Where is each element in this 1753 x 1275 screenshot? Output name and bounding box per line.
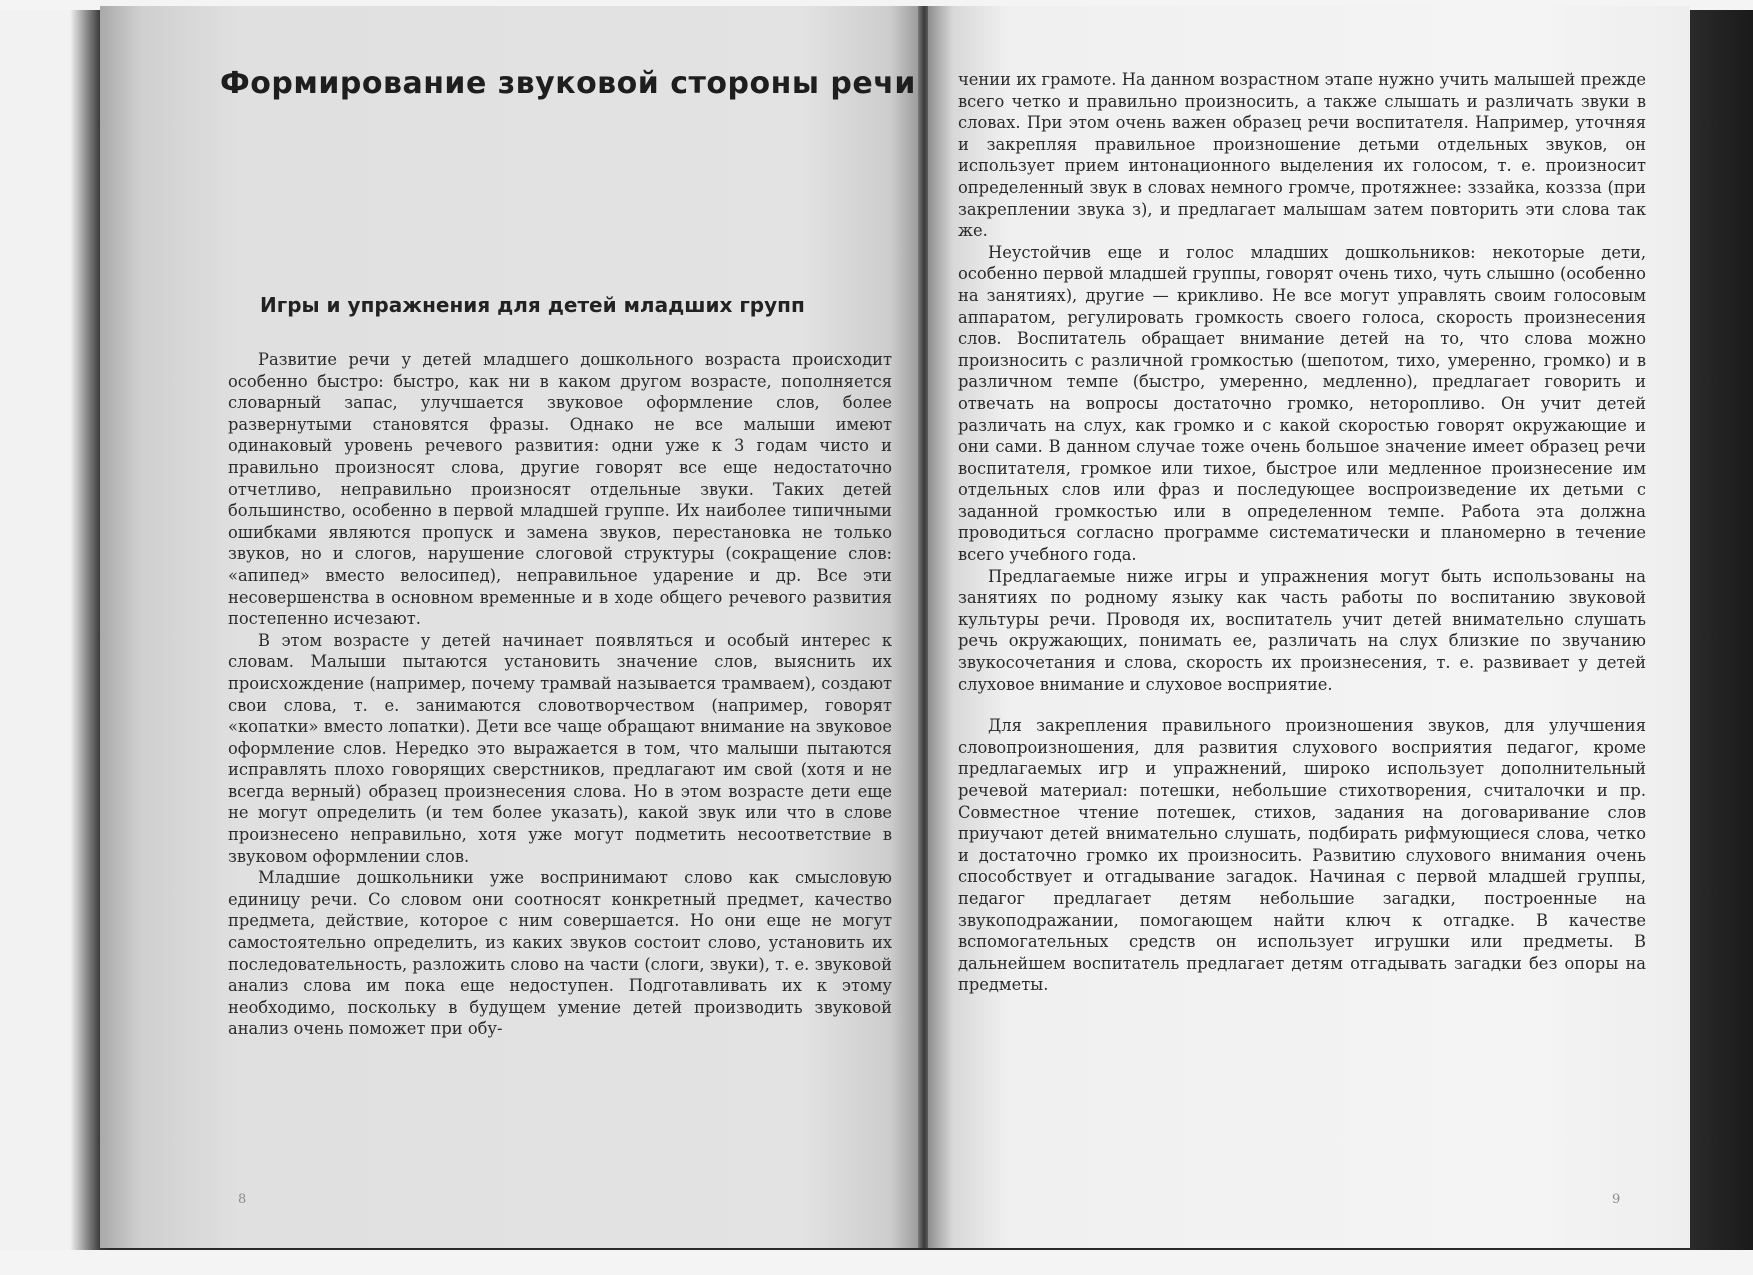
paragraph: чении их грамоте. На данном возрастном этапе нужно учить малышей прежде всего четко и правильно произносить, а также слышать и различать звуки в словах. При этом очень важен образец речи воспитателя. Например, уточняя и закрепляя правильное произношение детьми отдельных звуков, он использует прием интонационного выделения их голосом, т. е. произносит определенный звук в словах немного громче, протяжнее: зззайка, коззза (при закреплении звука з), и предлагает малышам затем повторить эти слова так же. xyxy=(958,70,1646,241)
paragraph: Предлагаемые ниже игры и упражнения могут быть использованы на занятиях по родному языку как часть работы по воспитанию звуковой культуры речи. Проводя их, воспитатель учит детей внимательно слушать речь окружающих, понимать ее, различать на слух близкие по звучанию звукосочетания и слова, скорость их произнесения, т. е. развивает у детей слуховое внимание и слуховое восприятие. xyxy=(958,566,1646,694)
paragraph: В этом возрасте у детей начинает появляться и особый интерес к словам. Малыши пытаются установить значение слов, выяснить их происхождение (например, почему трамвай называется трамваем), создают свои слова, т. е. занимаются словотворчеством (например, говорят «копатки» вместо лопатки). Дети все чаще обращают внимание на звуковое оформление слов. Нередко это выражается в том, что малыши пытаются исправлять плохо говорящих сверстников, предлагают им свой (хотя и не всегда верный) образец произнесения слова. Но в этом возрасте дети еще не могут определить (и тем более указать), какой звук или что в слове произнесено неправильно, хотя уже могут подметить несоответствие в звуковом оформлении слов. xyxy=(228,630,892,866)
paragraph: Младшие дошкольники уже воспринимают слово как смысловую единицу речи. Со словом они соотносят конкретный предмет, качество предмета, действие, которое с ним совершается. Но они еще не могут самостоятельно определить, из каких звуков состоит слово, установить их последовательность, разложить слово на части (слоги, звуки), т. е. звуковой анализ слова им пока еще недоступен. Подготавливать их к этому необходимо, поскольку в будущем умение детей производить звуковой анализ очень поможет при обу- xyxy=(228,868,892,1039)
paragraph: Неустойчив еще и голос младших дошкольников: некоторые дети, особенно первой младшей группы, говорят очень тихо, чуть слышно (особенно на занятиях), другие — крикливо. Не все могут управлять своим голосовым аппаратом, регулировать громкость своего голоса, скорость произнесения слов. Воспитатель обращает внимание детей на то, что слова можно произносить с различной громкостью (шепотом, тихо, умеренно, громко) и в различном темпе (быстро, умеренно, медленно), предлагает говорить и отвечать на вопросы достаточно громко, неторопливо. Он учит детей различать на слух, как громко и с какой скоростью говорят окружающие и они сами. В данном случае тоже очень большое значение имеет образец речи воспитателя, громкое или тихое, быстрое или медленное произнесение им отдельных слов или фраз и последующее воспроизведение их детьми с заданной громкостью или в определенном темпе. Работа эта должна проводиться согласно программе систематически и планомерно в течение всего учебного года. xyxy=(958,242,1646,565)
page-number-right: 9 xyxy=(1612,1192,1621,1207)
scan-bottom-margin xyxy=(0,1250,1753,1275)
section-title: Игры и упражнения для детей младших групп xyxy=(260,293,805,317)
paragraph: Для закрепления правильного произношения звуков, для улучшения словопроизношения, для развития слухового восприятия педагог, кроме предлагаемых игр и упражнений, широко использует дополнительный речевой материал: потешки, небольшие стихотворения, считалочки и пр. Совместное чтение потешек, стихов, задания на договаривание слов приучают детей внимательно слушать, подбирать рифмующиеся слова, четко и достаточно громко их произносить. Развитию слухового внимания очень способствует и отгадывание загадок. Начиная с первой младшей группы, педагог предлагает детям небольшие загадки, построенные на звукоподражании, помогающем найти ключ к отгадке. В качестве вспомогательных средств он использует игрушки или предметы. В дальнейшем воспитатель предлагает детям отгадывать загадки без опоры на предметы. xyxy=(958,716,1646,995)
chapter-title: Формирование звуковой стороны речи xyxy=(220,66,916,101)
left-page-body xyxy=(228,349,892,1040)
page-number-left: 8 xyxy=(238,1192,247,1207)
left-page xyxy=(100,6,920,1248)
right-page xyxy=(928,6,1690,1248)
right-page-body xyxy=(958,69,1646,996)
paragraph: Развитие речи у детей младшего дошкольного возраста происходит особенно быстро: быстро, как ни в каком другом возрасте, пополняется словарный запас, улучшается звуковое оформление слов, более развернутыми становятся фразы. Однако не все малыши имеют одинаковый уровень речевого развития: одни уже к 3 годам чисто и правильно произносят слова, другие говорят все еще недостаточно отчетливо, неправильно произносят отдельные звуки. Таких детей большинство, особенно в первой младшей группе. Их наиболее типичными ошибками являются пропуск и замена звуков, перестановка не только звуков, но и слогов, нарушение слоговой структуры (сокращение слов: «апипед» вместо велосипед), неправильное ударение и др. Все эти несовершенства в основном временные и в ходе общего речевого развития постепенно исчезают. xyxy=(228,350,892,629)
